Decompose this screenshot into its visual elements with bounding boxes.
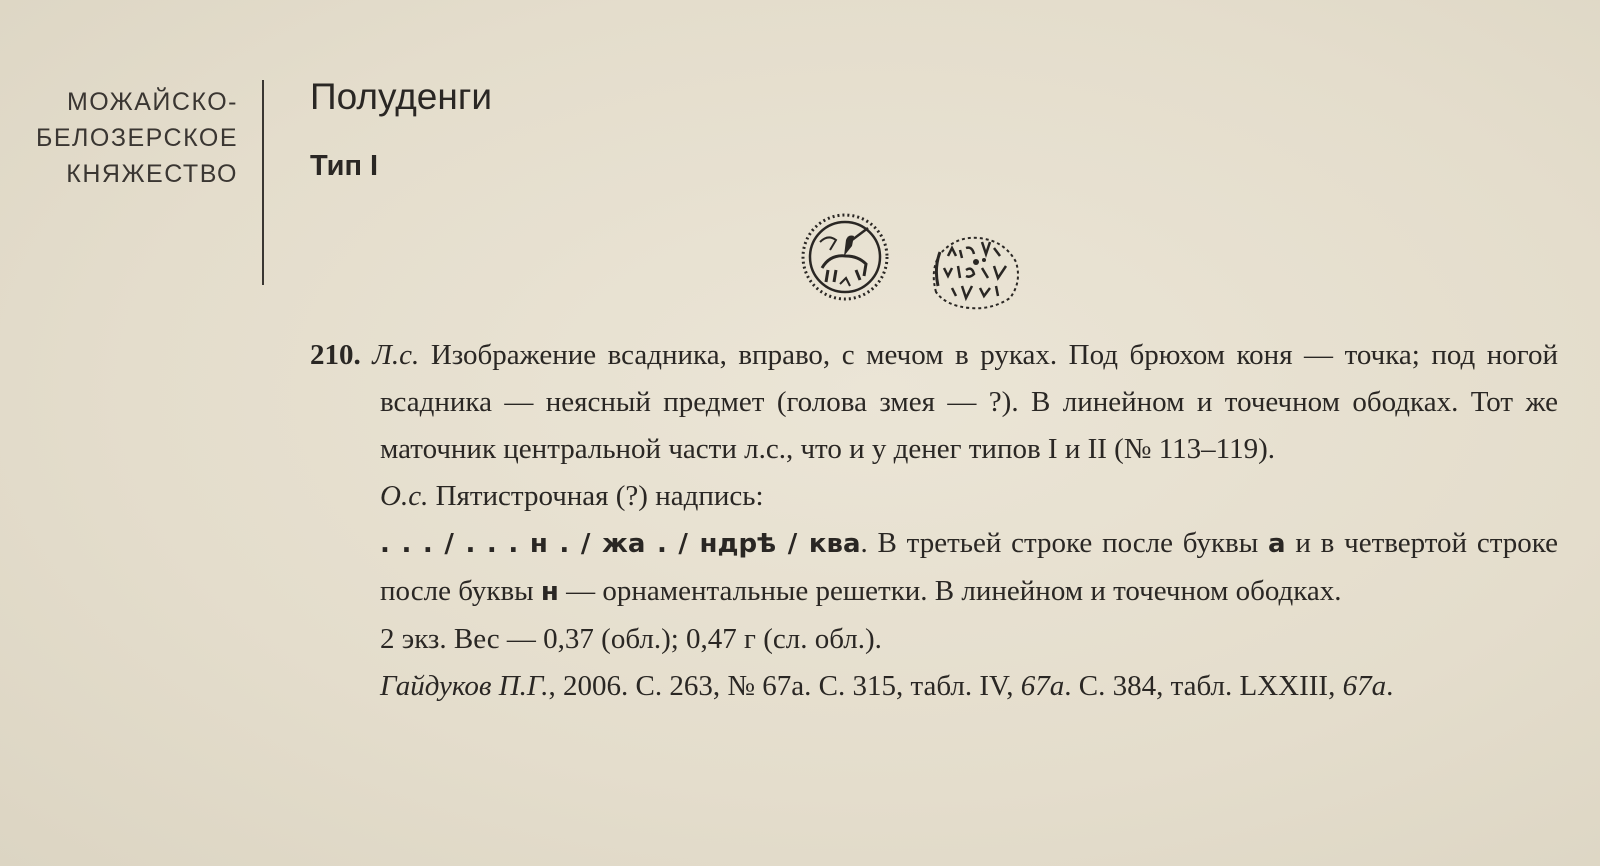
reference-author: Гайдуков П.Г. <box>380 670 549 702</box>
reverse-label: О.с. <box>380 480 429 512</box>
reference-line <box>310 663 1558 710</box>
inscription-text-a: . В третьей строке после буквы <box>860 527 1269 559</box>
obverse-description <box>310 332 1558 473</box>
type-heading: Тип I <box>310 150 379 182</box>
obverse-label: Л.с. <box>372 339 420 371</box>
obverse-text: Изображение всадника, вправо, с мечом в руках. Под брюхом коня — точка; под ногой всадника — неясный предмет (голова змея — ?). В линейном и точечном ободках. Тот же маточник центральной части л.с., что и у денег типов I и II (№ 113–119). <box>380 339 1558 465</box>
section-title: Полуденги <box>310 76 492 117</box>
side-line-2: БЕЛОЗЕРСКОЕ <box>35 124 238 152</box>
reference-italic-1: 67а <box>1020 670 1065 702</box>
inscription-paragraph <box>310 520 1558 616</box>
reverse-text: Пятистрочная (?) надпись: <box>428 480 764 512</box>
vertical-divider <box>262 80 264 285</box>
reference-end: . <box>1386 670 1394 702</box>
reference-italic-2: 67а <box>1342 670 1387 702</box>
running-header-side <box>0 84 238 192</box>
coin-rider-icon <box>800 212 890 302</box>
inscription-reading: . . . / . . . н . / жа . / ндрѣ / ква <box>380 529 861 559</box>
reference-text-b: . С. 384, табл. LXXIII, <box>1064 670 1343 702</box>
inscription-text-b: и в четвертой строке после буквы <box>380 527 1558 607</box>
inscription-text-c: — орнаментальные решетки. В линейном и точечном ободках. <box>558 575 1342 607</box>
weight-line: 2 экз. Вес — 0,37 (обл.); 0,47 г (сл. обл.). <box>380 623 882 655</box>
side-line-3: КНЯЖЕСТВО <box>66 160 238 188</box>
coin-inscription-icon <box>926 232 1022 310</box>
letter-a: а <box>1268 529 1286 559</box>
entry-number: 210. <box>310 339 361 371</box>
side-line-1: МОЖАЙСКО- <box>66 88 238 116</box>
catalog-entry <box>310 332 1558 710</box>
letter-n: н <box>540 577 559 607</box>
reverse-description <box>310 473 1558 520</box>
reference-text-a: , 2006. С. 263, № 67а. С. 315, табл. IV, <box>548 670 1021 702</box>
